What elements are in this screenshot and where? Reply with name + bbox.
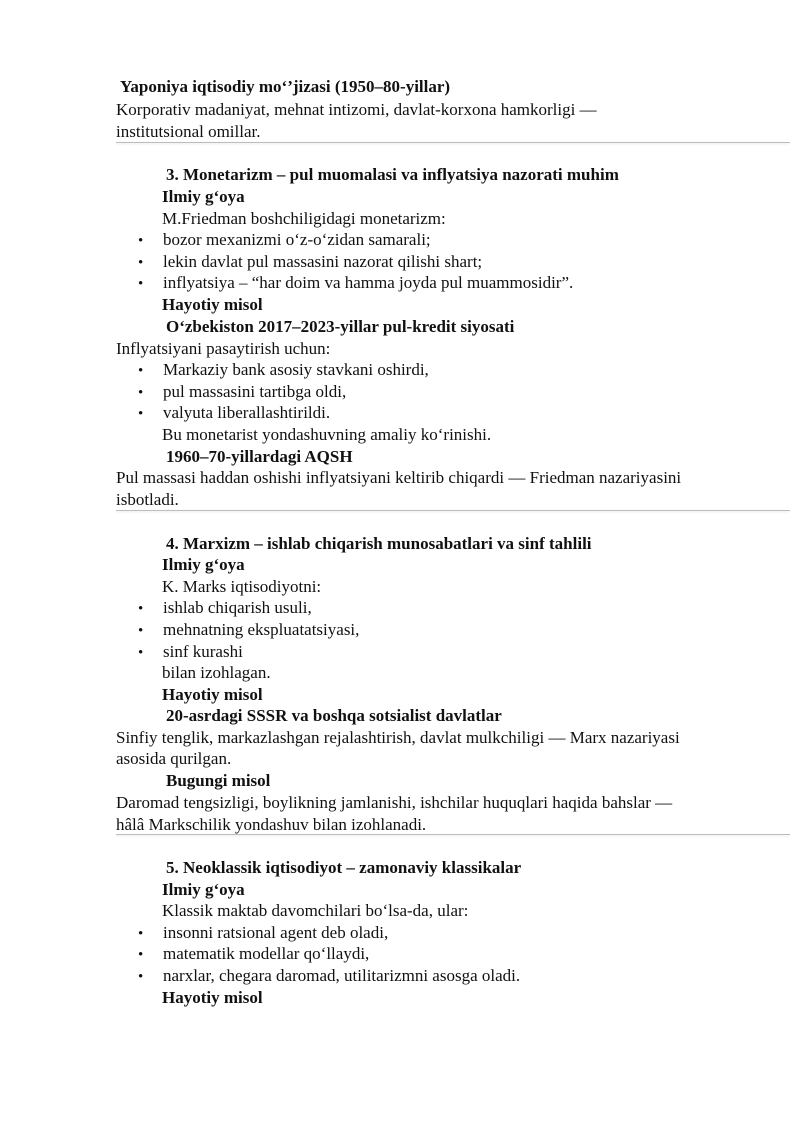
list-item xyxy=(138,359,429,383)
section-3-uz-intro: Inflyatsiyani pasaytirish uchun: xyxy=(116,339,331,358)
list-item xyxy=(138,619,359,643)
list-item xyxy=(138,402,330,426)
section-3-uz-outro: Bu monetarist yondashuvning amaliy ko‘rinishi. xyxy=(162,425,492,444)
section-divider xyxy=(116,142,790,143)
list-item-text: mehnatning ekspluatatsiyasi, xyxy=(163,620,360,639)
list-item xyxy=(138,381,346,405)
bullet-icon: • xyxy=(138,926,144,942)
bullet-icon: • xyxy=(138,406,144,422)
section-3-usa-text-line-2: isbotladi. xyxy=(116,490,179,509)
section-4-ussr-text-line-2: asosida qurilgan. xyxy=(116,749,232,768)
list-item xyxy=(138,597,312,621)
bullet-icon: • xyxy=(138,276,144,292)
section-3-idea-intro: M.Friedman boshchiligidagi monetarizm: xyxy=(162,209,446,228)
bullet-icon: • xyxy=(138,969,144,985)
section-4-today-text-line-1: Daromad tengsizligi, boylikning jamlanishi, ishchilar huquqlari haqida bahslar — xyxy=(116,793,673,812)
section-3-example-label: Hayotiy misol xyxy=(162,295,263,314)
section-5-example-label: Hayotiy misol xyxy=(162,988,263,1007)
list-item-text: insonni ratsional agent deb oladi, xyxy=(163,923,389,942)
section-4-idea-outro: bilan izohlagan. xyxy=(162,663,271,682)
section-3-usa-heading: 1960–70-yillardagi AQSH xyxy=(166,447,353,466)
bullet-icon: • xyxy=(138,363,144,379)
section-5-idea-intro: Klassik maktab davomchilari bo‘lsa-da, ular: xyxy=(162,901,469,920)
list-item-text: sinf kurashi xyxy=(163,642,243,661)
list-item xyxy=(138,641,243,665)
section-5-title: 5. Neoklassik iqtisodiyot – zamonaviy klassikalar xyxy=(166,858,522,877)
list-item xyxy=(138,229,431,253)
section-divider xyxy=(116,834,790,835)
list-item xyxy=(138,251,482,275)
list-item-text: lekin davlat pul massasini nazorat qilishi shart; xyxy=(163,252,483,271)
section-3-idea-label: Ilmiy g‘oya xyxy=(162,187,245,206)
list-item xyxy=(138,272,573,296)
bullet-icon: • xyxy=(138,623,144,639)
bullet-icon: • xyxy=(138,645,144,661)
list-item xyxy=(138,965,520,989)
section-4-example-label: Hayotiy misol xyxy=(162,685,263,704)
section-4-idea-intro: K. Marks iqtisodiyotni: xyxy=(162,577,322,596)
section-4-today-text-line-2: hâlâ Markschilik yondashuv bilan izohlanadi. xyxy=(116,815,427,834)
section-5-idea-label: Ilmiy g‘oya xyxy=(162,880,245,899)
section-4-today-heading: Bugungi misol xyxy=(166,771,271,790)
section-4-ussr-text-line-1: Sinfiy tenglik, markazlashgan rejalashtirish, davlat mulkchiligi — Marx nazariyasi xyxy=(116,728,680,747)
bullet-icon: • xyxy=(138,233,144,249)
bullet-icon: • xyxy=(138,601,144,617)
list-item-text: ishlab chiqarish usuli, xyxy=(163,598,312,617)
section-3-usa-text-line-1: Pul massasi haddan oshishi inflyatsiyani keltirib chiqardi — Friedman nazariyasini xyxy=(116,468,682,487)
bullet-icon: • xyxy=(138,255,144,271)
section-4-title: 4. Marxizm – ishlab chiqarish munosabatlari va sinf tahlili xyxy=(166,534,592,553)
bullet-icon: • xyxy=(138,947,144,963)
list-item-text: Markaziy bank asosiy stavkani oshirdi, xyxy=(163,360,429,379)
list-item xyxy=(138,922,388,946)
section-3-uz-heading: O‘zbekiston 2017–2023-yillar pul-kredit siyosati xyxy=(166,317,515,336)
list-item-text: matematik modellar qo‘llaydi, xyxy=(163,944,370,963)
japan-text-line-2: institutsional omillar. xyxy=(116,122,261,141)
list-item xyxy=(138,943,369,967)
list-item-text: bozor mexanizmi o‘z-o‘zidan samarali; xyxy=(163,230,431,249)
list-item-text: inflyatsiya – “har doim va hamma joyda pul muammosidir”. xyxy=(163,273,574,292)
japan-text-line-1: Korporativ madaniyat, mehnat intizomi, davlat-korxona hamkorligi — xyxy=(116,100,597,119)
japan-heading: Yaponiya iqtisodiy mo‘’jizasi (1950–80-yillar) xyxy=(120,77,451,96)
section-divider xyxy=(116,510,790,511)
section-4-idea-label: Ilmiy g‘oya xyxy=(162,555,245,574)
section-4-ussr-heading: 20-asrdagi SSSR va boshqa sotsialist davlatlar xyxy=(166,706,502,725)
list-item-text: narxlar, chegara daromad, utilitarizmni asosga oladi. xyxy=(163,966,521,985)
section-3-title: 3. Monetarizm – pul muomalasi va inflyatsiya nazorati muhim xyxy=(166,165,619,184)
bullet-icon: • xyxy=(138,385,144,401)
list-item-text: pul massasini tartibga oldi, xyxy=(163,382,347,401)
list-item-text: valyuta liberallashtirildi. xyxy=(163,403,331,422)
